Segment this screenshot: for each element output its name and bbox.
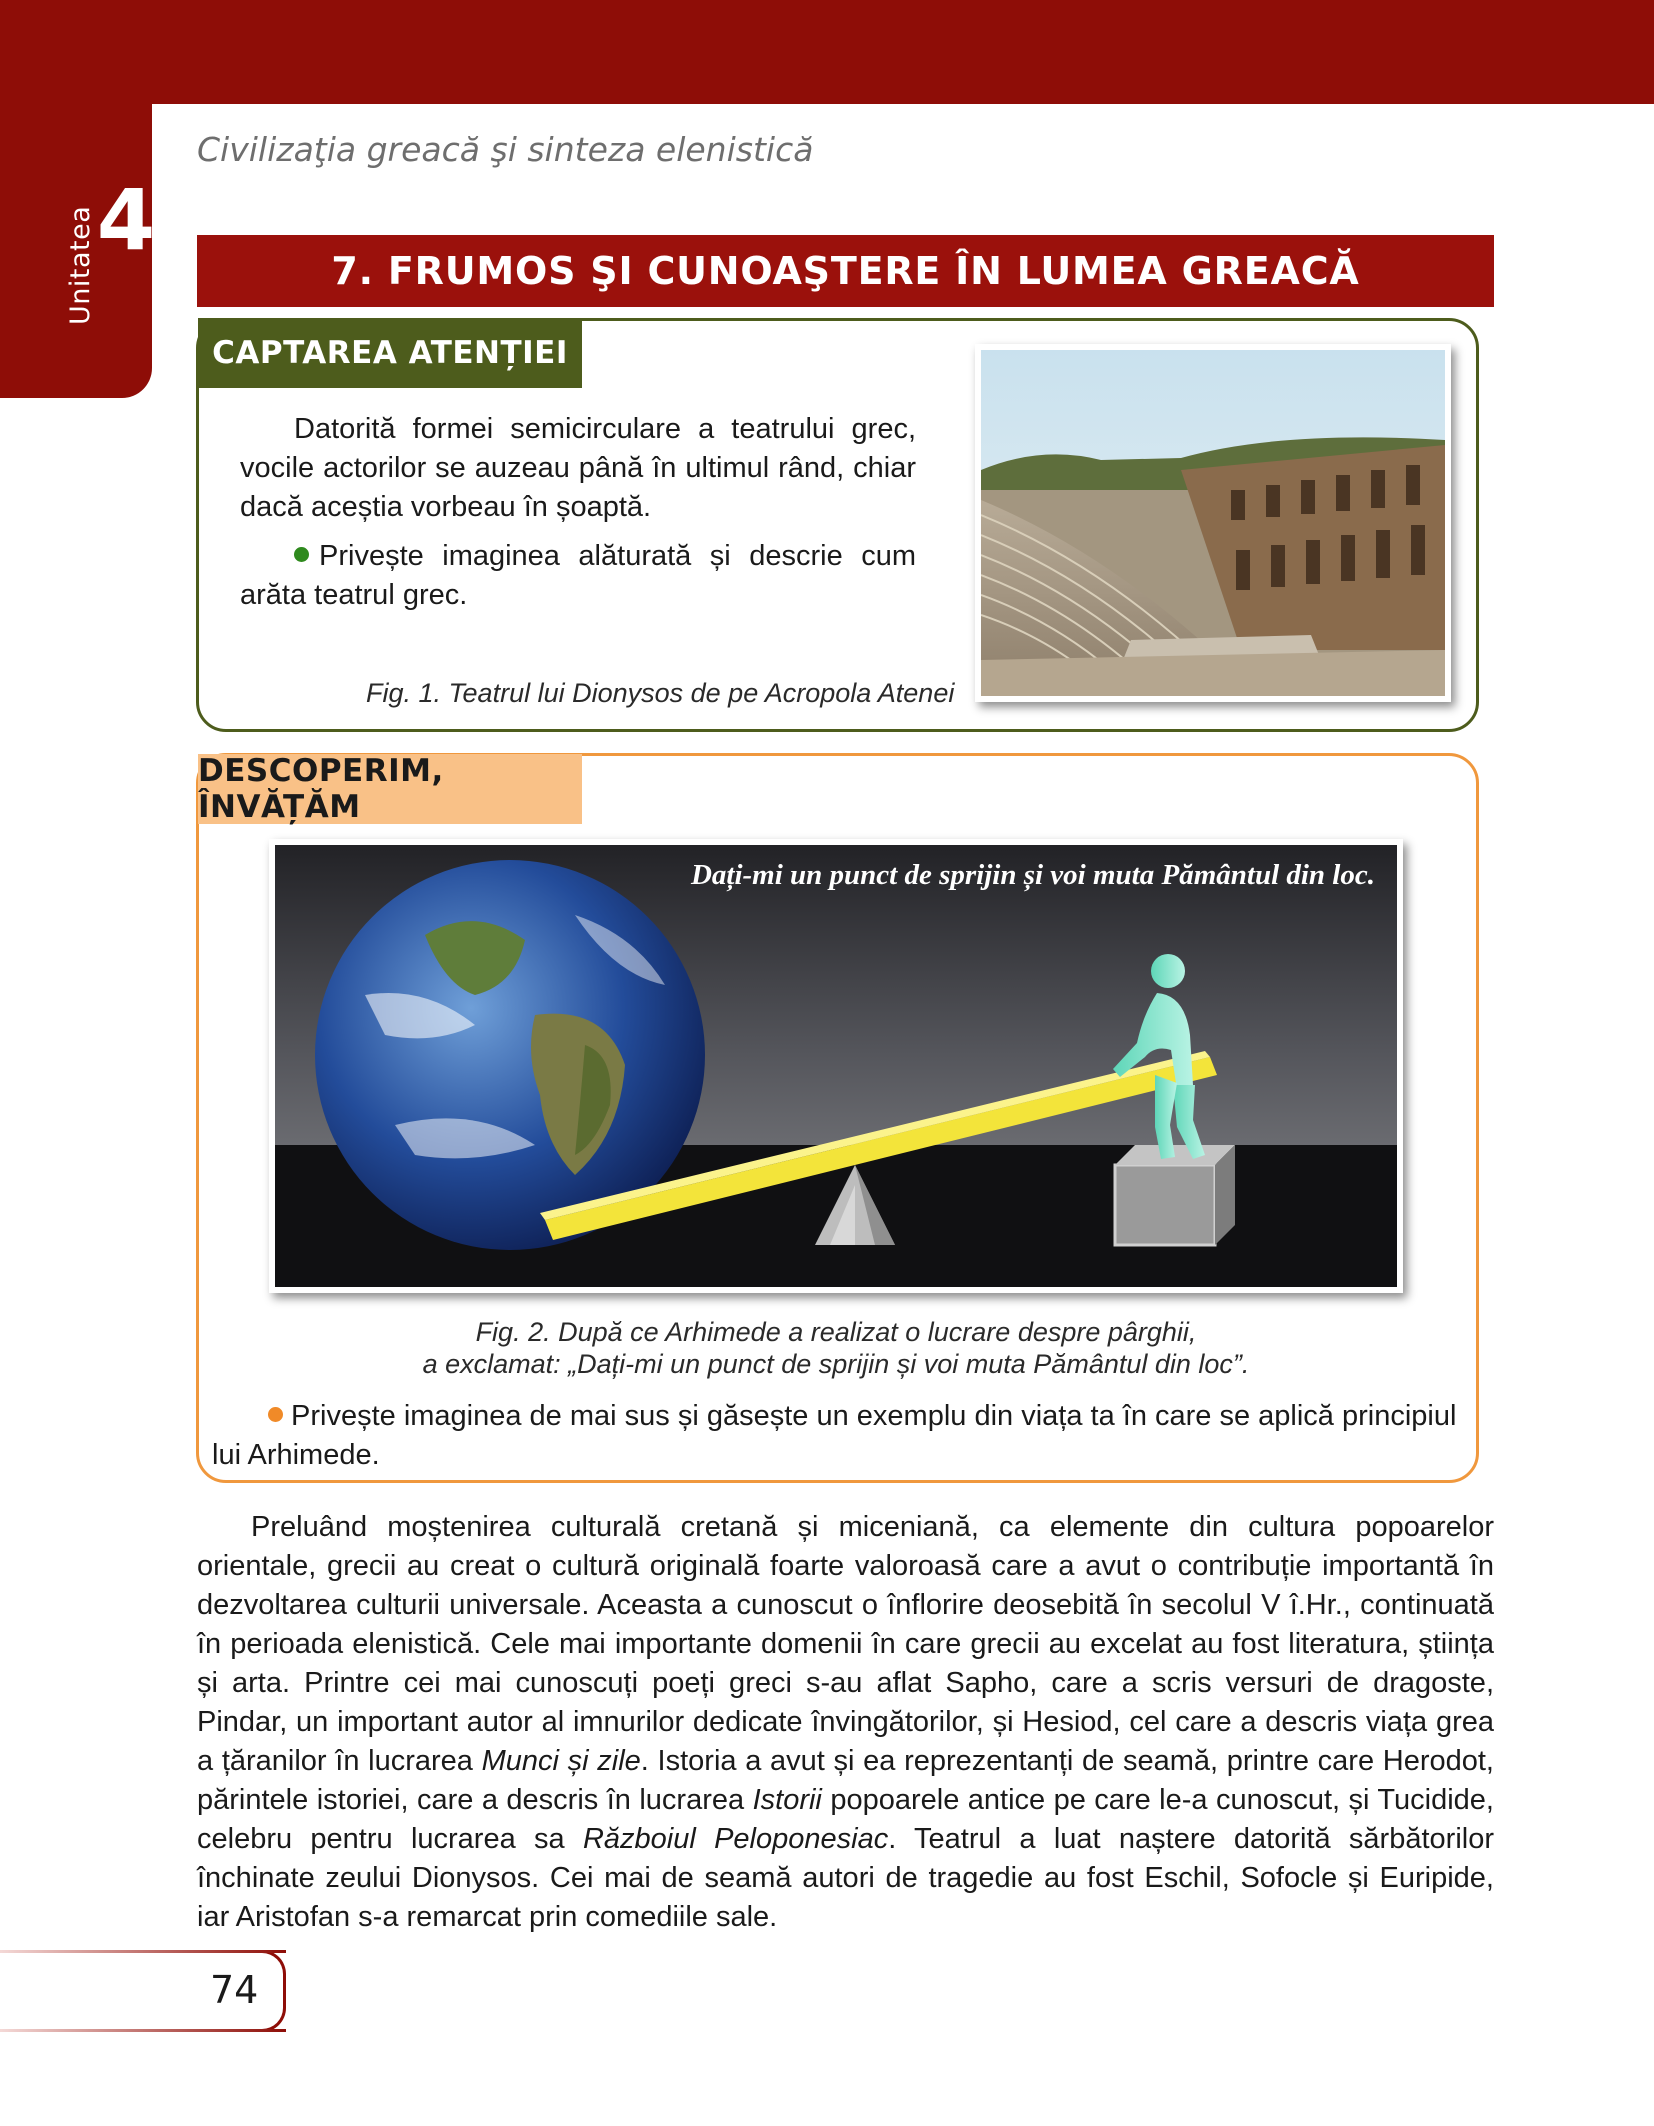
body-text-part: Preluând moștenirea culturală cretană și miceniană, ca elemente din cultura popoarelor orientale, grecii au creat o cultură originală foarte valoroasă care a avut o contribuție importantă în dezvoltarea culturii universale. Aceasta a cunoscut o înflorire deosebită în secolul V î.Hr., continuată în perioada elenistică. Cele mai importante domenii în care grecii au excelat au fost literatura, știința și arta. Printre cei mai cunoscuți poeți greci s-au aflat Sapho, care a scris versuri de dragoste, Pindar, un important autor al imnurilor dedicate învingătorilor, și Hesiod, cel care a descris viața grea a țăranilor în lucrarea bbox=[197, 1511, 1494, 1777]
archimedes-illustration bbox=[275, 845, 1397, 1287]
bullet-icon bbox=[268, 1407, 283, 1422]
attention-task-text: Privește imaginea alăturată și descrie cum arăta teatrul grec. bbox=[240, 540, 916, 611]
discover-label: DESCOPERIM, ÎNVĂȚĂM bbox=[198, 754, 582, 824]
unit-number: 4 bbox=[96, 171, 156, 269]
work-title: Războiul Peloponesiac bbox=[582, 1823, 889, 1855]
attention-label: CAPTAREA ATENȚIEI bbox=[198, 318, 582, 388]
discover-task bbox=[212, 1397, 1462, 1475]
body-text-part: . Teatrul a luat naștere datorită sărbătorilor închinate zeului Dionysos. Cei mai de seamă autori de tragedie au fost Eschil, Sofocle și Euripide, iar Aristofan s-a remarcat prin comediile sale. bbox=[197, 1823, 1494, 1933]
work-title: Istorii bbox=[752, 1784, 822, 1816]
bullet-icon bbox=[294, 547, 309, 562]
figure-2-caption-line1: Fig. 2. După ce Arhimede a realizat o lucrare despre pârghii, bbox=[475, 1317, 1197, 1347]
top-band bbox=[0, 0, 1654, 104]
figure-2-caption-line2: a exclamat: „Dați-mi un punct de sprijin și voi muta Pământul din loc”. bbox=[422, 1349, 1250, 1379]
page-number: 74 bbox=[210, 1968, 259, 2012]
page-tab-rule bbox=[0, 2029, 286, 2032]
unit-label: Unitatea bbox=[65, 205, 96, 325]
attention-paragraph: Datorită formei semicirculare a teatrului grec, vocile actorilor se auzeau până în ultimul rând, chiar dacă aceștia vorbeau în șoaptă. bbox=[240, 413, 916, 523]
discover-task-text: Privește imaginea de mai sus și găsește un exemplu din viața ta în care se aplică principiul lui Arhimede. bbox=[212, 1400, 1457, 1471]
attention-text bbox=[240, 410, 916, 615]
body-paragraph bbox=[197, 1508, 1494, 1937]
archimedes-image bbox=[269, 839, 1403, 1293]
theatre-illustration bbox=[981, 350, 1445, 696]
lesson-title: 7. FRUMOS ŞI CUNOAŞTERE ÎN LUMEA GREACĂ bbox=[197, 235, 1494, 307]
page-tab-rule bbox=[0, 1950, 286, 1953]
attention-task bbox=[240, 537, 916, 615]
figure-1-caption: Fig. 1. Teatrul lui Dionysos de pe Acropola Atenei bbox=[366, 678, 955, 708]
figure-2-caption bbox=[269, 1316, 1403, 1380]
body-text-part: . Istoria a avut și ea reprezentanți de seamă, printre care Herodot, părintele istoriei, care a descris în lucrarea bbox=[197, 1745, 1494, 1816]
work-title: Munci și zile bbox=[481, 1745, 641, 1777]
theatre-photo bbox=[975, 344, 1451, 702]
body-text bbox=[197, 1508, 1494, 1937]
running-head: Civilizaţia greacă şi sinteza elenistică bbox=[197, 130, 814, 169]
archimedes-quote: Dați-mi un punct de sprijin și voi muta Pământul din loc. bbox=[690, 859, 1375, 891]
body-text-part: popoarele antice pe care le-a cunoscut, și Tucidide, celebru pentru lucrarea sa bbox=[197, 1784, 1494, 1855]
